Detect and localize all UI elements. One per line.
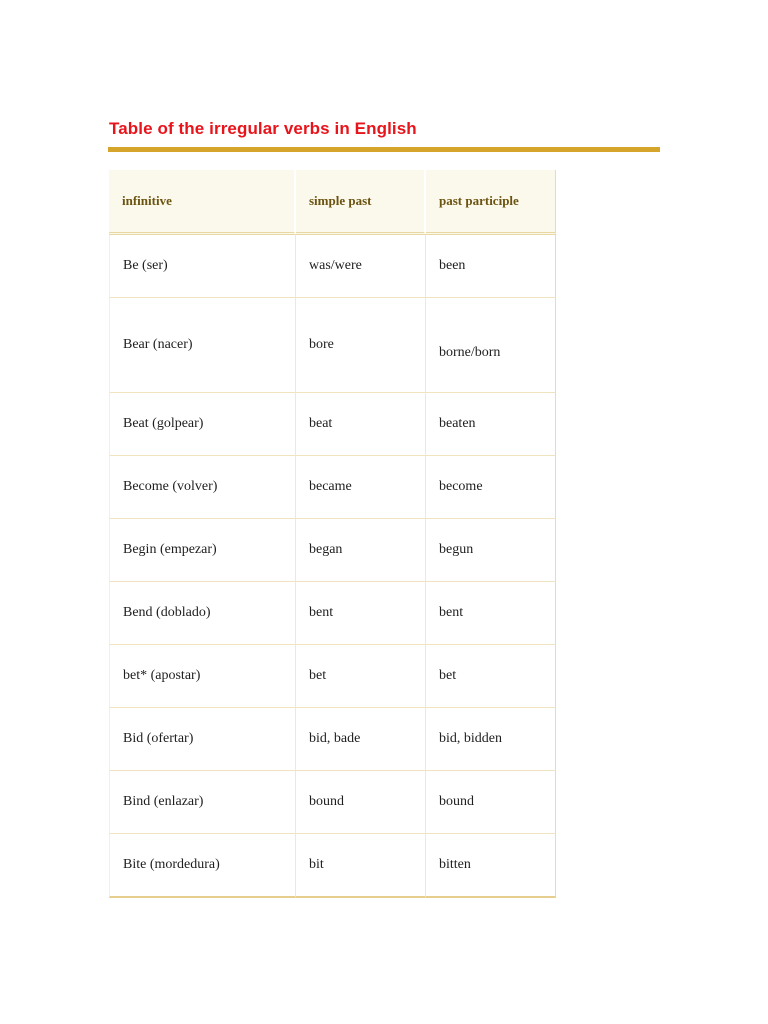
cell-past-participle: been xyxy=(426,235,556,298)
cell-simple-past: became xyxy=(296,456,426,519)
cell-infinitive: Bid (ofertar) xyxy=(109,708,296,771)
cell-infinitive: Beat (golpear) xyxy=(109,393,296,456)
cell-simple-past: began xyxy=(296,519,426,582)
cell-simple-past: bent xyxy=(296,582,426,645)
cell-simple-past: was/were xyxy=(296,235,426,298)
table-row xyxy=(109,235,556,298)
table-row xyxy=(109,645,556,708)
cell-infinitive: Bend (doblado) xyxy=(109,582,296,645)
cell-infinitive: Bear (nacer) xyxy=(109,298,296,393)
cell-simple-past: bound xyxy=(296,771,426,834)
cell-past-participle: bent xyxy=(426,582,556,645)
table-row xyxy=(109,519,556,582)
column-header-simple-past: simple past xyxy=(296,170,426,235)
cell-simple-past: beat xyxy=(296,393,426,456)
cell-past-participle: begun xyxy=(426,519,556,582)
cell-past-participle: bet xyxy=(426,645,556,708)
table-row xyxy=(109,708,556,771)
cell-infinitive: bet* (apostar) xyxy=(109,645,296,708)
cell-simple-past: bore xyxy=(296,298,426,393)
cell-infinitive: Bite (mordedura) xyxy=(109,834,296,898)
table-header-row xyxy=(109,170,556,235)
column-header-past-participle: past participle xyxy=(426,170,556,235)
table-row xyxy=(109,298,556,393)
cell-infinitive: Begin (empezar) xyxy=(109,519,296,582)
cell-simple-past: bet xyxy=(296,645,426,708)
page-title: Table of the irregular verbs in English xyxy=(109,119,417,138)
cell-past-participle: borne/born xyxy=(426,298,556,393)
cell-simple-past: bit xyxy=(296,834,426,898)
irregular-verbs-table xyxy=(109,170,556,898)
cell-past-participle: bitten xyxy=(426,834,556,898)
column-header-infinitive: infinitive xyxy=(109,170,296,235)
table-row xyxy=(109,582,556,645)
table-row xyxy=(109,771,556,834)
cell-infinitive: Be (ser) xyxy=(109,235,296,298)
title-divider xyxy=(108,147,660,152)
table-row xyxy=(109,834,556,898)
cell-past-participle: beaten xyxy=(426,393,556,456)
table-row xyxy=(109,456,556,519)
table-row xyxy=(109,393,556,456)
cell-past-participle: bound xyxy=(426,771,556,834)
cell-past-participle: bid, bidden xyxy=(426,708,556,771)
cell-past-participle: become xyxy=(426,456,556,519)
cell-infinitive: Bind (enlazar) xyxy=(109,771,296,834)
cell-simple-past: bid, bade xyxy=(296,708,426,771)
cell-infinitive: Become (volver) xyxy=(109,456,296,519)
